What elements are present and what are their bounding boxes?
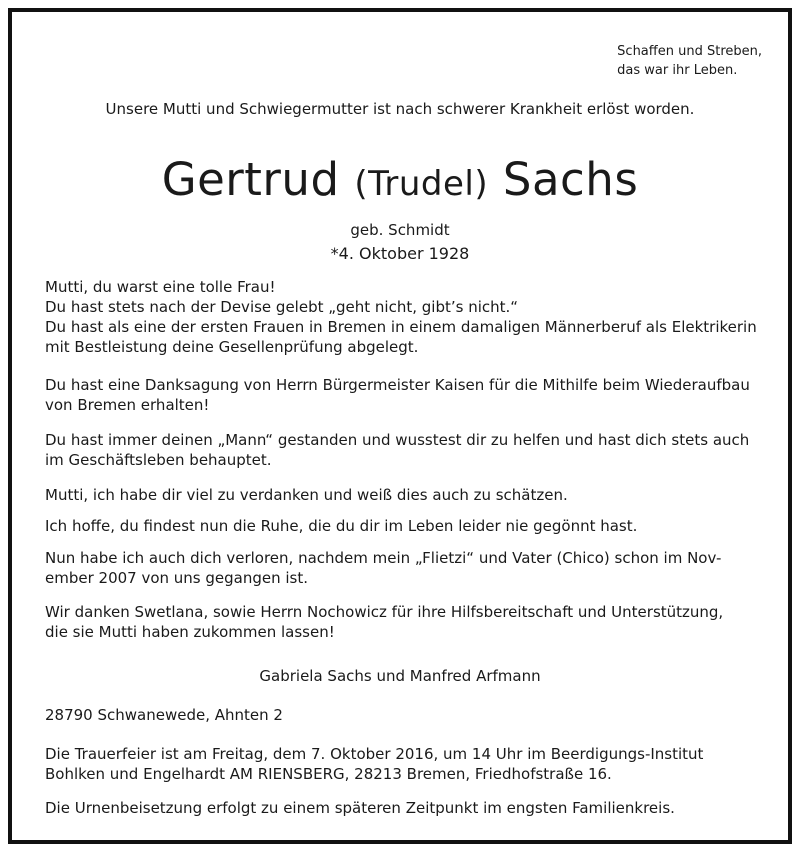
birth-name: geb. Schmidt [350,221,450,239]
paragraph [45,375,757,415]
motto-verse [617,42,762,80]
text-line: die sie Mutti haben zukommen lassen! [45,623,335,641]
text-line: Du hast immer deinen „Mann“ gestanden und wusstest dir zu helfen und hast dich stets auch [45,431,750,449]
paragraph [45,516,757,536]
text-line: im Geschäftsleben behauptet. [45,451,272,469]
paragraph [45,277,757,357]
text-line: Die Urnenbeisetzung erfolgt zu einem späteren Zeitpunkt im engsten Familienkreis. [45,799,675,817]
text-line: Mutti, du warst eine tolle Frau! [45,278,276,296]
text-line: mit Bestleistung deine Gesellenprüfung abgelegt. [45,338,419,356]
motto-line: Schaffen und Streben, [617,44,762,59]
motto-line: das war ihr Leben. [617,63,738,78]
deceased-name [12,152,788,212]
text-line: Du hast als eine der ersten Frauen in Bremen in einem damaligen Männerberuf als Elektrikerin [45,318,757,336]
intro-line: Unsere Mutti und Schwiegermutter ist nach schwerer Krankheit erlöst worden. [105,100,695,118]
birth-date: *4. Oktober 1928 [330,244,470,263]
text-line: Bohlken und Engelhardt AM RIENSBERG, 28213 Bremen, Friedhofstraße 16. [45,765,612,783]
text-line: von Bremen erhalten! [45,396,210,414]
urn-notice [45,798,757,818]
text-line: Wir danken Swetlana, sowie Herrn Nochowicz für ihre Hilfsbereitschaft und Unterstützung, [45,603,724,621]
paragraph [45,430,757,470]
text-line: Nun habe ich auch dich verloren, nachdem mein „Flietzi“ und Vater (Chico) schon im Nov- [45,549,722,567]
text-line: Du hast eine Danksagung von Herrn Bürgermeister Kaisen für die Mithilfe beim Wiederaufbau [45,376,750,394]
signers: Gabriela Sachs und Manfred Arfmann [259,667,541,685]
paragraph [45,548,757,588]
text-line: Mutti, ich habe dir viel zu verdanken und weiß dies auch zu schätzen. [45,486,568,504]
text-line: 28790 Schwanewede, Ahnten 2 [45,706,283,724]
obituary-frame [8,8,792,844]
text-line: Ich hoffe, du findest nun die Ruhe, die du dir im Leben leider nie gegönnt hast. [45,517,638,535]
last-name: Sachs [502,153,639,206]
address [45,705,757,725]
funeral-notice [45,744,757,784]
text-line: ember 2007 von uns gegangen ist. [45,569,309,587]
nickname: (Trudel) [354,164,489,204]
first-name: Gertrud [161,153,340,206]
text-line: Die Trauerfeier ist am Freitag, dem 7. Oktober 2016, um 14 Uhr im Beerdigungs-Institut [45,745,704,763]
paragraph [45,602,757,642]
text-line: Du hast stets nach der Devise gelebt „geht nicht, gibt’s nicht.“ [45,298,519,316]
paragraph [45,485,757,505]
